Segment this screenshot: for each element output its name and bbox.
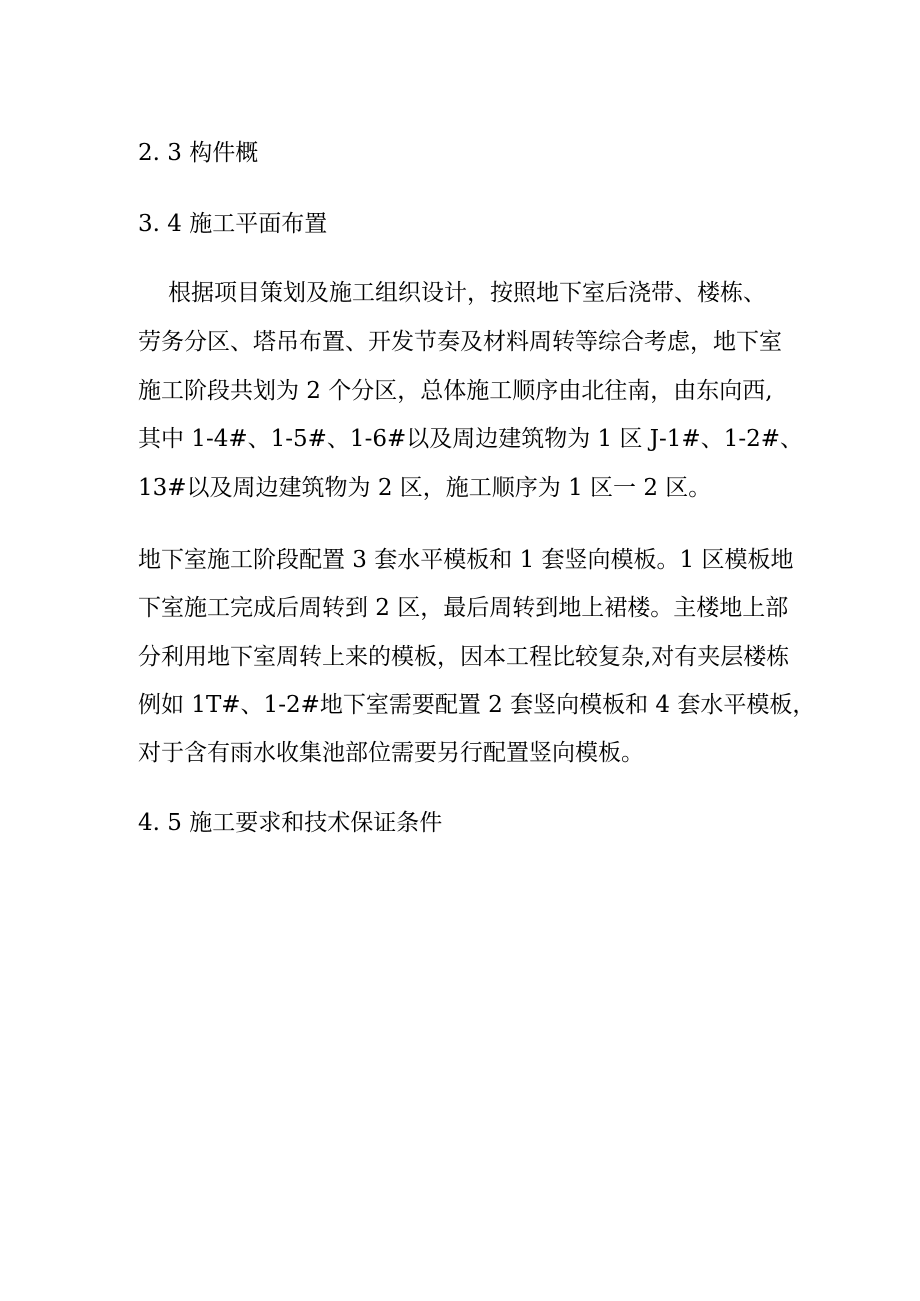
paragraph-line: 根据项目策划及施工组织设计，按照地下室后浇带、楼栋、 <box>168 280 766 306</box>
paragraph-line: 13#以及周边建筑物为 2 区，施工顺序为 1 区一 2 区。 <box>138 475 712 501</box>
paragraph-line: 对于含有雨水收集池部位需要另行配置竖向模板。 <box>138 740 644 766</box>
section-heading-2-3: 2. 3 构件概 <box>138 140 259 166</box>
paragraph-line: 劳务分区、塔吊布置、开发节奏及材料周转等综合考虑，地下室 <box>138 329 782 355</box>
paragraph-line: 其中 1-4#、1-5#、1-6#以及周边建筑物为 1 区 J-1#、1-2#、 <box>138 426 804 452</box>
paragraph-line: 地下室施工阶段配置 3 套水平模板和 1 套竖向模板。1 区模板地 <box>138 547 794 573</box>
paragraph-line: 施工阶段共划为 2 个分区，总体施工顺序由北往南，由东向西, <box>138 378 773 404</box>
paragraph-line: 下室施工完成后周转到 2 区，最后周转到地上裙楼。主楼地上部 <box>138 595 789 621</box>
paragraph-line: 分利用地下室周转上来的模板，因本工程比较复杂,对有夹层楼栋 <box>138 644 790 670</box>
section-heading-4-5: 4. 5 施工要求和技术保证条件 <box>138 810 443 836</box>
section-heading-3-4: 3. 4 施工平面布置 <box>138 211 328 237</box>
paragraph-line: 例如 1T#、1-2#地下室需要配置 2 套竖向模板和 4 套水平模板， <box>138 692 816 718</box>
